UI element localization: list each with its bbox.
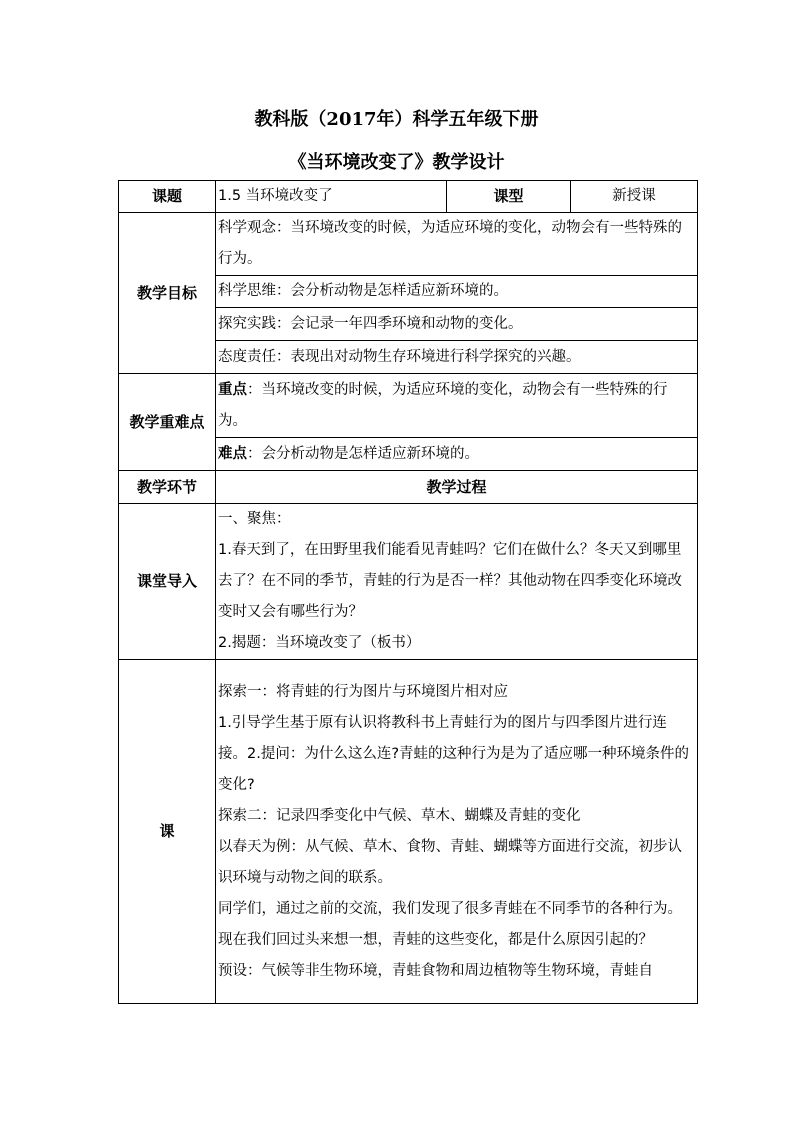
objective-item: 态度责任：表现出对动物生存环境进行科学探究的兴趣。 xyxy=(216,341,698,374)
key-point-label: 重点 xyxy=(218,381,247,398)
difficult-point-text: ：会分析动物是怎样适应新环境的。 xyxy=(247,445,479,462)
key-points-label: 教学重难点 xyxy=(119,374,216,471)
lesson-content xyxy=(216,660,698,1004)
objective-item: 科学观念：当环境改变的时候，为适应环境的变化，动物会有一些特殊的行为。 xyxy=(216,213,698,276)
difficult-point-label: 难点 xyxy=(218,445,247,462)
lesson-type-value: 新授课 xyxy=(571,181,698,213)
key-point-row xyxy=(119,374,698,438)
intro-label: 课堂导入 xyxy=(119,504,216,660)
process-header: 教学过程 xyxy=(216,471,698,504)
lesson-row xyxy=(119,660,698,1004)
lesson-plan-table xyxy=(118,180,698,1004)
objective-row xyxy=(119,213,698,276)
lesson-line: 同学们，通过之前的交流，我们发现了很多青蛙在不同季节的各种行为。现在我们回过头来想一想，青蛙的这些变化，都是什么原因引起的？ xyxy=(218,900,682,948)
difficult-point-cell xyxy=(216,438,698,471)
topic-label: 课题 xyxy=(119,181,216,213)
intro-content xyxy=(216,504,698,660)
intro-row xyxy=(119,504,698,660)
lesson-line: 探索一：将青蛙的行为图片与环境图片相对应 xyxy=(218,683,508,700)
lesson-type-label: 课型 xyxy=(447,181,571,213)
process-header-row xyxy=(119,471,698,504)
lesson-line: 预设：气候等非生物环境，青蛙食物和周边植物等生物环境，青蛙自 xyxy=(218,962,653,979)
intro-line: 1.春天到了，在田野里我们能看见青蛙吗？它们在做什么？冬天又到哪里去了？在不同的季节，青蛙的行为是否一样？其他动物在四季变化环境改变时又会有哪些行为？ xyxy=(218,542,682,620)
topic-value: 1.5 当环境改变了 xyxy=(216,181,447,213)
lesson-line: 探索二：记录四季变化中气候、草木、蝴蝶及青蛙的变化 xyxy=(218,807,581,824)
document-title: 教科版（2017年）科学五年级下册 xyxy=(254,109,539,130)
topic-row xyxy=(119,181,698,213)
key-point-text: ：当环境改变的时候，为适应环境的变化，动物会有一些特殊的行为。 xyxy=(218,381,668,429)
lesson-title: 《当环境改变了》教学设计 xyxy=(288,152,505,173)
objective-item: 探究实践：会记录一年四季环境和动物的变化。 xyxy=(216,308,698,341)
intro-line: 一、聚焦： xyxy=(218,511,291,527)
lesson-label: 课 xyxy=(119,660,216,1004)
objectives-label: 教学目标 xyxy=(119,213,216,374)
objective-item: 科学思维：会分析动物是怎样适应新环境的。 xyxy=(216,276,698,308)
stage-header: 教学环节 xyxy=(119,471,216,504)
lesson-line: 以春天为例：从气候、草木、食物、青蛙、蝴蝶等方面进行交流，初步认识环境与动物之间的联系。 xyxy=(218,838,682,886)
intro-line: 2.揭题：当环境改变了（板书） xyxy=(218,635,421,651)
key-point-cell xyxy=(216,374,698,438)
lesson-line: 1.引导学生基于原有认识将教科书上青蛙行为的图片与四季图片进行连接。2.提问：为什么这么连?青蛙的这种行为是为了适应哪一种环境条件的变化? xyxy=(218,714,690,793)
